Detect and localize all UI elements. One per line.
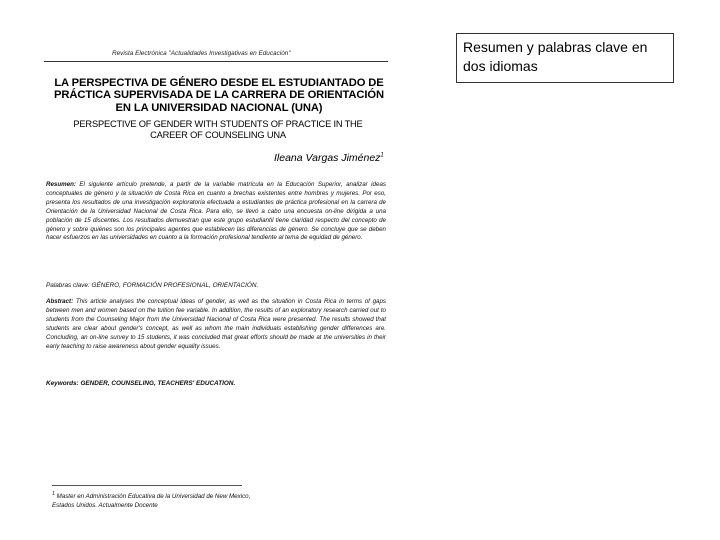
annotation-label-text: Resumen y palabras clave en dos idiomas — [463, 39, 648, 74]
footnote — [52, 490, 252, 510]
header-rule — [44, 61, 388, 62]
footnote-text: Master en Administración Educativa de la Universidad de New Mexico, Estados Unidos. Actualmente Docente — [52, 493, 251, 509]
keywords-label: Keywords: — [46, 380, 79, 387]
document-page — [40, 44, 392, 509]
author-name — [274, 152, 384, 164]
resumen-label: Resumen: — [46, 181, 76, 188]
keywords — [46, 380, 235, 387]
footnote-rule — [52, 485, 242, 486]
author-footnote-mark: 1 — [380, 152, 384, 159]
author-name-text: Ileana Vargas Jiménez — [274, 152, 381, 164]
footnote-mark: 1 — [52, 491, 55, 497]
abstract-text: This article analyses the conceptual ideas of gender, as well as the situation in Costa Rica in terms of gaps between men and women based on the tuition fee variable. In addition, the results of an exploratory research carried out to students from the Counseling Major from the Universidad Nacional of Costa Rica were presented. The results showed that students are clear about gender's concept, as well as whom the main individuals establishing gender differences are. Concluding, an on-line survey to 15 students, it was concluded that great efforts should be made at the universities in their early teaching to raise awareness about gender equality issues. — [46, 298, 386, 350]
abstract-label: Abstract: — [46, 298, 74, 305]
abstract-paragraph — [46, 298, 386, 351]
article-title: LA PERSPECTIVA DE GÉNERO DESDE EL ESTUDIANTADO DE PRÁCTICA SUPERVISADA DE LA CARRERA DE ORIENTACIÓN EN LA UNIVERSIDAD NACIONAL (UNA) — [54, 77, 384, 114]
palabras-clave-text: GÉNERO, FORMACIÓN PROFESIONAL, ORIENTACIÓN. — [91, 282, 259, 289]
article-subtitle: PERSPECTIVE OF GENDER WITH STUDENTS OF PRACTICE IN THE CAREER OF COUNSELING UNA — [73, 119, 363, 140]
palabras-clave-label: Palabras clave: — [46, 282, 90, 289]
journal-header: Revista Electrónica "Actualidades Investigativas en Educación" — [112, 50, 291, 57]
resumen-paragraph — [46, 181, 386, 243]
annotation-label-box — [456, 33, 674, 83]
palabras-clave — [46, 282, 258, 289]
resumen-text: El siguiente artículo pretende, a partir de la variable matrícula en la Educación Superior, analizar ideas conceptuales de género y la situación de Costa Rica en cuanto a brechas existentes entre hombres y mujeres. Por eso, presenta los resultados de una investigación exploratoria efectuada a estudiantes de práctica profesional en la carrera de Orientación de la Universidad Nacional de Costa Rica. Para ello, se llevó a cabo una encuesta on-line dirigida a una población de 15 discentes. Los resultados demuestran que este grupo estudiantil tiene claridad respecto del concepto de género y sobre quiénes son los principales agentes que establecen las diferencias de género. Se concluye que se deben hacer esfuerzos en las universidades en cuanto a la formación profesional tendiente al tema de equidad de género. — [46, 181, 386, 242]
keywords-text: GENDER, COUNSELING, TEACHERS' EDUCATION. — [80, 380, 236, 387]
